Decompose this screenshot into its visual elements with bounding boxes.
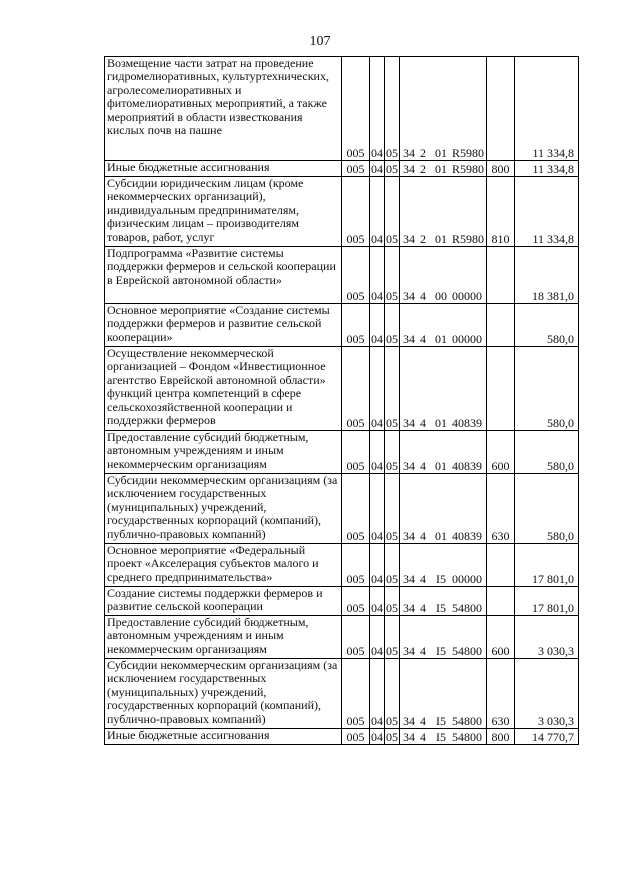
csr-direction: 54800 — [452, 729, 482, 744]
target-article-code — [400, 659, 487, 729]
subsection-code: 05 — [385, 587, 400, 616]
target-article-code — [400, 177, 487, 247]
target-article-code — [400, 347, 487, 431]
section-code: 04 — [370, 347, 385, 431]
subsection-code: 05 — [385, 57, 400, 161]
grbs-code: 005 — [342, 161, 370, 177]
amount: 580,0 — [515, 474, 579, 544]
grbs-code: 005 — [342, 347, 370, 431]
csr-direction: 40839 — [452, 415, 482, 430]
csr-direction: R5980 — [452, 161, 485, 176]
grbs-code: 005 — [342, 57, 370, 161]
table-row — [105, 729, 579, 745]
csr-program: 34 — [403, 415, 415, 430]
csr-subprogram: 4 — [420, 528, 426, 543]
csr-program: 34 — [403, 458, 415, 473]
row-name: Осуществление некоммерческой организацией – Фондом «Инвестиционное агентство Еврейской автономной области» функций центра компетенций в сфере сельскохозяйственной кооперации и поддержки фермеров — [105, 347, 342, 431]
csr-program: 34 — [403, 331, 415, 346]
csr-subprogram: 4 — [420, 729, 426, 744]
row-name: Иные бюджетные ассигнования — [105, 729, 342, 745]
csr-program: 34 — [403, 528, 415, 543]
expense-type-code — [487, 544, 515, 587]
subsection-code: 05 — [385, 247, 400, 304]
table-row — [105, 247, 579, 304]
subsection-code: 05 — [386, 729, 398, 744]
csr-direction: 00000 — [452, 331, 482, 346]
target-article-code — [400, 729, 487, 745]
section-code: 04 — [370, 431, 385, 474]
grbs-code: 005 — [342, 544, 370, 587]
csr-subprogram: 2 — [420, 161, 426, 176]
subsection-code: 05 — [385, 616, 400, 659]
csr-program: 34 — [403, 288, 415, 303]
csr-direction: 40839 — [452, 528, 482, 543]
csr-program: 34 — [403, 713, 415, 728]
csr-event: 01 — [435, 161, 447, 176]
expense-type-code — [487, 247, 515, 304]
table-row — [105, 177, 579, 247]
target-article-code — [400, 304, 487, 347]
expense-type-code — [487, 587, 515, 616]
csr-program: 34 — [403, 145, 415, 160]
table-row — [105, 659, 579, 729]
expense-type-code: 800 — [487, 729, 515, 745]
csr-subprogram: 4 — [420, 415, 426, 430]
section-code: 04 — [370, 616, 385, 659]
expense-type-code: 630 — [487, 474, 515, 544]
amount: 11 334,8 — [515, 177, 579, 247]
section-code: 04 — [371, 161, 383, 176]
subsection-code: 05 — [385, 659, 400, 729]
row-name: Субсидии некоммерческим организациям (за исключением государственных (муниципальных) учреждений, государственных корпораций (компаний), публично-правовых компаний) — [105, 474, 342, 544]
target-article-code — [400, 431, 487, 474]
csr-event: 01 — [435, 231, 447, 246]
target-article-code — [400, 544, 487, 587]
expense-type-code — [487, 304, 515, 347]
row-name: Субсидии юридическим лицам (кроме некоммерческих организаций), индивидуальным предпринимателям, физическим лицам – производителям товаров, работ, услуг — [105, 177, 342, 247]
grbs-code: 005 — [342, 587, 370, 616]
amount: 3 030,3 — [515, 659, 579, 729]
target-article-code — [400, 474, 487, 544]
subsection-code: 05 — [385, 544, 400, 587]
budget-table — [104, 56, 579, 745]
table-row — [105, 57, 579, 161]
target-article-code — [400, 616, 487, 659]
grbs-code: 005 — [342, 247, 370, 304]
subsection-code: 05 — [385, 431, 400, 474]
target-article-code — [400, 57, 487, 161]
row-name: Возмещение части затрат на проведение гидромелиоративных, культуртехнических, агролесомелиоративных и фитомелиоративных мероприятий, а также мероприятий в области известкования кислых почв на пашне — [105, 57, 342, 161]
row-name: Иные бюджетные ассигнования — [105, 161, 342, 177]
amount: 17 801,0 — [515, 587, 579, 616]
csr-subprogram: 4 — [420, 288, 426, 303]
csr-subprogram: 4 — [420, 331, 426, 346]
csr-subprogram: 4 — [420, 713, 426, 728]
csr-direction: 00000 — [452, 288, 482, 303]
csr-event: I5 — [436, 571, 446, 586]
expense-type-code: 630 — [487, 659, 515, 729]
csr-event: 01 — [435, 415, 447, 430]
csr-program: 34 — [403, 729, 415, 744]
table-row — [105, 431, 579, 474]
grbs-code: 005 — [342, 729, 370, 745]
amount: 580,0 — [515, 347, 579, 431]
csr-event: I5 — [436, 713, 446, 728]
grbs-code: 005 — [342, 616, 370, 659]
csr-program: 34 — [403, 571, 415, 586]
table-row — [105, 616, 579, 659]
csr-direction: 54800 — [452, 643, 482, 658]
expense-type-code — [487, 57, 515, 161]
expense-type-code: 600 — [487, 431, 515, 474]
csr-event: 01 — [435, 331, 447, 346]
amount: 580,0 — [515, 431, 579, 474]
csr-program: 34 — [403, 161, 415, 176]
grbs-code: 005 — [342, 474, 370, 544]
section-code: 04 — [370, 544, 385, 587]
csr-direction: 40839 — [452, 458, 482, 473]
csr-event: 01 — [435, 145, 447, 160]
page-number: 107 — [309, 34, 331, 49]
amount: 11 334,8 — [515, 57, 579, 161]
section-code: 04 — [370, 474, 385, 544]
expense-type-code: 600 — [487, 616, 515, 659]
section-code: 04 — [370, 177, 385, 247]
section-code: 04 — [371, 729, 383, 744]
subsection-code: 05 — [385, 304, 400, 347]
section-code: 04 — [370, 57, 385, 161]
amount: 17 801,0 — [515, 544, 579, 587]
table-row — [105, 587, 579, 616]
csr-event: 01 — [435, 458, 447, 473]
row-name: Основное мероприятие «Федеральный проект «Акселерация субъектов малого и среднего предпринимательства» — [105, 544, 342, 587]
target-article-code — [400, 247, 487, 304]
amount: 580,0 — [515, 304, 579, 347]
section-code: 04 — [370, 587, 385, 616]
table-row — [105, 544, 579, 587]
csr-event: 01 — [435, 528, 447, 543]
target-article-code — [400, 161, 487, 177]
table-row — [105, 304, 579, 347]
csr-subprogram: 4 — [420, 458, 426, 473]
csr-program: 34 — [403, 643, 415, 658]
subsection-code: 05 — [385, 177, 400, 247]
csr-direction: 00000 — [452, 571, 482, 586]
row-name: Предоставление субсидий бюджетным, автономным учреждениям и иным некоммерческим организациям — [105, 616, 342, 659]
row-name: Предоставление субсидий бюджетным, автономным учреждениям и иным некоммерческим организациям — [105, 431, 342, 474]
row-name: Создание системы поддержки фермеров и развитие сельской кооперации — [105, 587, 342, 616]
grbs-code: 005 — [342, 659, 370, 729]
section-code: 04 — [370, 659, 385, 729]
amount: 18 381,0 — [515, 247, 579, 304]
csr-direction: 54800 — [452, 713, 482, 728]
subsection-code: 05 — [385, 474, 400, 544]
expense-type-code — [487, 347, 515, 431]
grbs-code: 005 — [342, 431, 370, 474]
csr-subprogram: 4 — [420, 643, 426, 658]
section-code: 04 — [370, 247, 385, 304]
table-row — [105, 347, 579, 431]
row-name: Основное мероприятие «Создание системы поддержки фермеров и развитие сельской кооперации» — [105, 304, 342, 347]
csr-event: I5 — [436, 600, 446, 615]
subsection-code: 05 — [386, 161, 398, 176]
csr-event: I5 — [436, 643, 446, 658]
amount: 14 770,7 — [515, 729, 579, 745]
csr-subprogram: 2 — [420, 231, 426, 246]
table-row — [105, 161, 579, 177]
target-article-code — [400, 587, 487, 616]
amount: 3 030,3 — [515, 616, 579, 659]
csr-direction: 54800 — [452, 600, 482, 615]
grbs-code: 005 — [342, 304, 370, 347]
row-name: Подпрограмма «Развитие системы поддержки фермеров и сельской кооперации в Еврейской автономной области» — [105, 247, 342, 304]
amount: 11 334,8 — [515, 161, 579, 177]
row-name: Субсидии некоммерческим организациям (за исключением государственных (муниципальных) учреждений, государственных корпораций (компаний), публично-правовых компаний) — [105, 659, 342, 729]
csr-event: 00 — [435, 288, 447, 303]
subsection-code: 05 — [385, 347, 400, 431]
csr-subprogram: 2 — [420, 145, 426, 160]
expense-type-code: 800 — [487, 161, 515, 177]
csr-direction: R5980 — [452, 231, 485, 246]
grbs-code: 005 — [342, 177, 370, 247]
table-row — [105, 474, 579, 544]
csr-program: 34 — [403, 231, 415, 246]
expense-type-code: 810 — [487, 177, 515, 247]
csr-event: I5 — [436, 729, 446, 744]
csr-program: 34 — [403, 600, 415, 615]
csr-direction: R5980 — [452, 145, 485, 160]
section-code: 04 — [370, 304, 385, 347]
csr-subprogram: 4 — [420, 571, 426, 586]
csr-subprogram: 4 — [420, 600, 426, 615]
